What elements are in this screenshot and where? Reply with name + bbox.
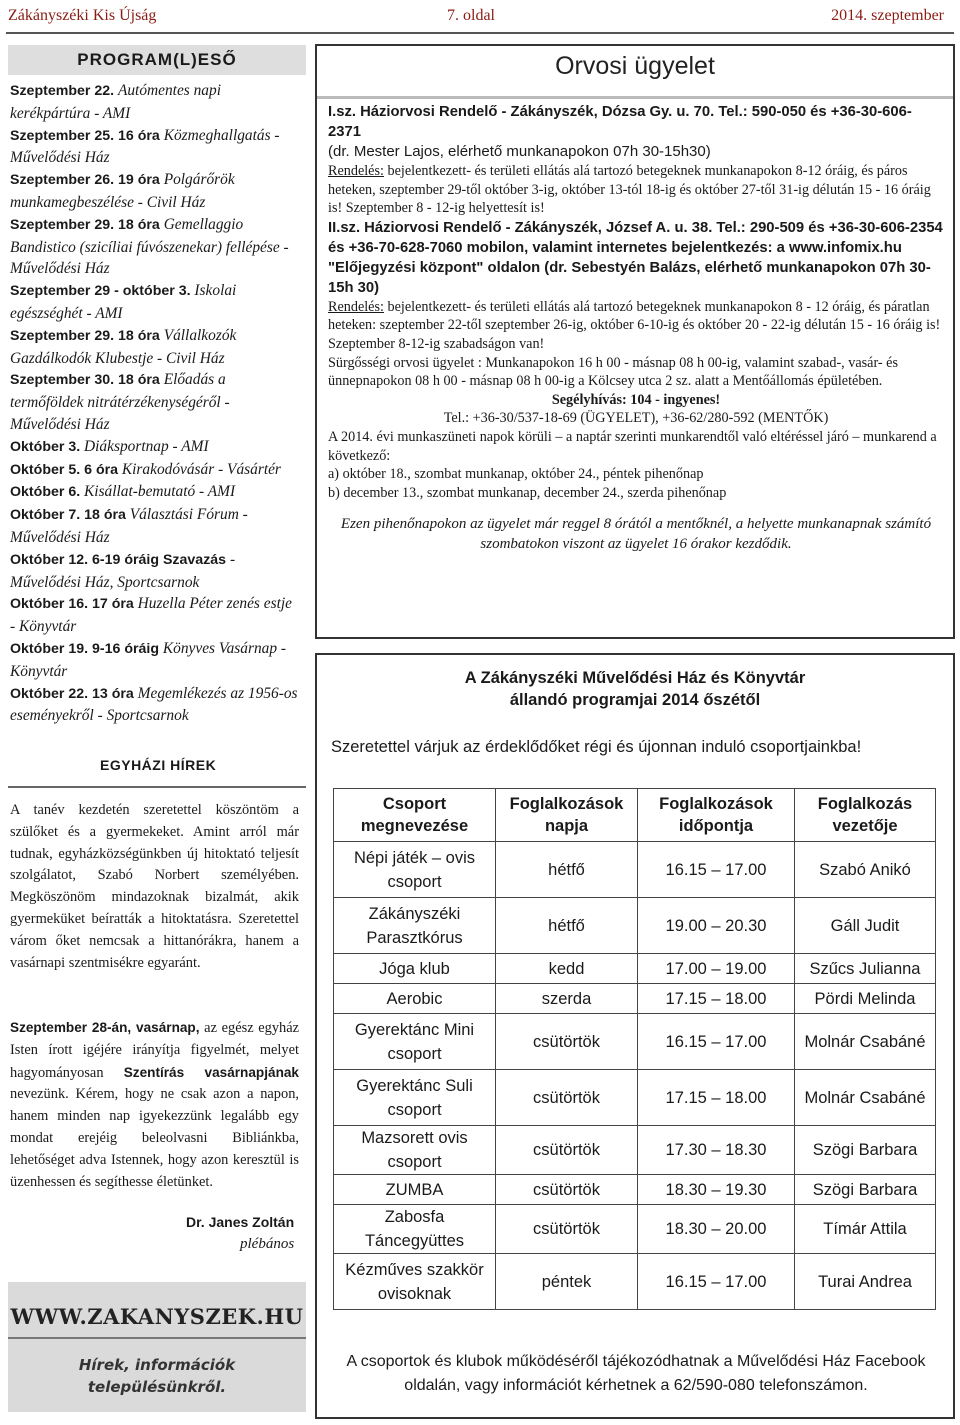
table-cell: csütörtök xyxy=(496,1126,638,1175)
church-p2-date: Szeptember 28-án, vasárnap, xyxy=(10,1020,200,1035)
table-cell: Tímár Attila xyxy=(795,1205,936,1254)
culture-title-line-1: A Zákányszéki Művelődési Ház és Könyvtár xyxy=(464,669,806,687)
program-item-date: Október 16. 17 óra xyxy=(10,596,134,613)
program-item xyxy=(10,214,300,280)
program-item xyxy=(10,325,300,370)
doctor-box-body xyxy=(328,102,944,554)
table-row xyxy=(334,1205,936,1254)
column-header: Foglalkozások napja xyxy=(496,789,638,842)
table-cell: 16.15 – 17.00 xyxy=(638,1014,795,1070)
table-cell: Zákányszéki Parasztkórus xyxy=(334,898,496,954)
table-cell: Pördi Melinda xyxy=(795,984,936,1014)
culture-house-box xyxy=(315,653,955,1419)
table-cell: csütörtök xyxy=(496,1014,638,1070)
program-item-text: Vállalkozók Gazdálkodók Klubestje - Civil Ház xyxy=(10,326,237,367)
clinic-2-hours-text: bejelentkezett- és területi ellátás alá tartozó betegeknek munkanapokon 8 - 12 óráig, és páratlan heteken: szeptember 22-től szeptember 26-ig, október 6-10-ig és október 20 - 22-ig délután 15 - 16 óráig is! Szeptember 8-12-ig szabadságon van! xyxy=(328,298,941,352)
table-row xyxy=(334,954,936,984)
table-cell: 16.15 – 17.00 xyxy=(638,1254,795,1310)
program-item xyxy=(10,169,300,214)
table-cell: hétfő xyxy=(496,842,638,898)
emergency-number: Segélyhívás: 104 - ingyenes! xyxy=(551,391,721,408)
table-cell: 17.15 – 18.00 xyxy=(638,984,795,1014)
table-row xyxy=(334,1126,936,1175)
newspaper-name: Zákányszéki Kis Újság xyxy=(8,7,157,24)
signature-role: plébános xyxy=(240,1236,295,1252)
table-row xyxy=(334,984,936,1014)
holiday-text: A 2014. évi munkaszüneti napok körüli – a naptár szerinti munkarendtől való eltéréssel járó – munkarend a következő: xyxy=(328,428,937,464)
website-box xyxy=(8,1282,306,1412)
clinic-2-address: II.sz. Háziorvosi Rendelő - Zákányszék, József A. u. 38. Tel.: 290-509 és +36-30-606-2354 és +36-70-628-7060 mobilon, valamint internetes bejelentkezés: a www.infomix.hu "Előjegyzési központ" oldalon (dr. Sebestyén Balázs, elérhető munkanapokon 07h 30-15h 30) xyxy=(328,219,943,296)
program-item xyxy=(10,504,300,549)
table-cell: Szögi Barbara xyxy=(795,1175,936,1205)
table-cell: Kézműves szakkör ovisoknak xyxy=(334,1254,496,1310)
table-cell: péntek xyxy=(496,1254,638,1310)
table-cell: Gyerektánc Mini csoport xyxy=(334,1014,496,1070)
table-cell: Gyerektánc Suli csoport xyxy=(334,1070,496,1126)
program-list xyxy=(10,80,300,727)
program-item xyxy=(10,549,300,594)
church-p2-end: nevezünk. Kérem, hogy ne csak azon a napon, hanem minden nap igyekezzünk legalább egy mondat erejéig beleolvasni Bibliánkba, lehetőséget adva Istennek, hogy azon keresztül is üzenhessen és segíthesse életünket. xyxy=(10,1086,299,1190)
program-item-text: Polgárőrök munkamegbeszélése - Civil Ház xyxy=(10,171,235,211)
program-item-text: Közmeghallgatás - Művelődési Ház xyxy=(10,126,280,167)
program-item-text: Diáksportnap - AMI xyxy=(84,437,209,455)
table-cell: Turai Andrea xyxy=(795,1254,936,1310)
table-cell: 16.15 – 17.00 xyxy=(638,842,795,898)
table-cell: Gáll Judit xyxy=(795,898,936,954)
program-item-date: Október 7. 18 óra xyxy=(10,507,126,524)
table-cell: kedd xyxy=(496,954,638,984)
program-item-date: Szeptember 29. 18 óra xyxy=(10,216,160,233)
program-item xyxy=(10,683,300,728)
program-item-text: Gemellaggio Bandistico (szicíliai fúvószenekar) fellépése - Művelődési Ház xyxy=(10,215,289,278)
table-cell: Molnár Csabáné xyxy=(795,1014,936,1070)
program-item-text: Megemlékezés az 1956-os eseményekről - Sportcsarnok xyxy=(10,684,298,725)
culture-welcome: Szeretettel várjuk az érdeklődőket régi és újonnan induló csoportjainkba! xyxy=(331,738,862,756)
holiday-a: a) október 18., szombat munkanap, október 24., péntek pihenőnap xyxy=(328,466,704,483)
column-header: Csoport megnevezése xyxy=(334,789,496,842)
program-item xyxy=(10,125,300,170)
table-cell: csütörtök xyxy=(496,1070,638,1126)
church-paragraph-2 xyxy=(10,1017,299,1193)
website-url[interactable]: WWW.ZAKANYSZEK.HU xyxy=(10,1304,304,1329)
program-item-text: Autómentes napi kerékpártúra - AMI xyxy=(10,82,221,122)
culture-title xyxy=(317,667,953,711)
culture-title-line-2: állandó programjai 2014 őszétől xyxy=(509,691,761,709)
clinic-1-hours xyxy=(328,162,944,218)
program-item-date: Október 22. 13 óra xyxy=(10,685,134,702)
table-cell: szerda xyxy=(496,984,638,1014)
program-item-date: Szeptember 30. 18 óra xyxy=(10,372,160,389)
table-cell: 17.15 – 18.00 xyxy=(638,1070,795,1126)
website-tagline-2: településünkről. xyxy=(87,1378,227,1396)
table-row xyxy=(334,1175,936,1205)
table-cell: csütörtök xyxy=(496,1175,638,1205)
clinic-2-hours xyxy=(328,298,944,354)
program-item xyxy=(10,638,300,683)
doctor-box-rule xyxy=(317,96,953,99)
program-item-text: - Művelődési Ház, Sportcsarnok xyxy=(10,550,236,591)
program-item xyxy=(10,459,300,482)
program-item-date: Október 19. 9-16 óráig xyxy=(10,640,160,657)
program-item-date: Október 6. xyxy=(10,484,81,501)
table-cell: Népi játék – ovis csoport xyxy=(334,842,496,898)
program-title: PROGRAM(L)ESŐ xyxy=(8,45,306,75)
table-cell: 18.30 – 20.00 xyxy=(638,1205,795,1254)
program-item-date: Szeptember 25. 16 óra xyxy=(10,127,160,144)
doctor-box-title: Orvosi ügyelet xyxy=(555,52,715,80)
program-item-text: Választási Fórum - Művelődési Ház xyxy=(10,506,248,546)
table-cell: Szabó Anikó xyxy=(795,842,936,898)
table-cell: Aerobic xyxy=(334,984,496,1014)
church-paragraph-1: A tanév kezdetén szeretettel köszöntöm a szülőket és a gyermekeket. Amint arról már tudnak, egyházközségünkben új hitoktató teljesít szolgálatot, Szabó Norbert személyében. Megköszönöm mindazoknak bizalmát, akik gyermeküket beíratták a hitoktatásra. Szeretettel várom őket nemcsak a hittanórákra, hanem a vasárnapi szentmisékre egyaránt. xyxy=(10,802,299,971)
website-tagline xyxy=(8,1354,306,1398)
holiday-b: b) december 13., szombat munkanap, december 24., szerda pihenőnap xyxy=(328,484,727,501)
page-number: 7. oldal xyxy=(447,7,495,24)
table-cell: 18.30 – 19.30 xyxy=(638,1175,795,1205)
table-header-row xyxy=(334,789,936,842)
program-item-text: Huzella Péter zenés estje - Könyvtár xyxy=(10,595,292,636)
doctor-on-call-box xyxy=(315,44,955,639)
table-cell: 17.30 – 18.30 xyxy=(638,1126,795,1175)
table-cell: Szögi Barbara xyxy=(795,1126,936,1175)
program-item xyxy=(10,80,300,125)
table-row xyxy=(334,842,936,898)
program-item-text: Kisállat-bemutató - AMI xyxy=(84,483,236,501)
church-p2-sunday: Szentírás vasárnapjának xyxy=(123,1064,299,1080)
table-cell: Zabosfa Táncegyüttes xyxy=(334,1205,496,1254)
signature-name: Dr. Janes Zoltán xyxy=(186,1214,295,1230)
table-row xyxy=(334,1014,936,1070)
clinic-2-hours-label: Rendelés: xyxy=(328,298,384,315)
column-header: Foglalkozás vezetője xyxy=(795,789,936,842)
program-item-date: Szeptember 29 - október 3. xyxy=(10,283,191,300)
program-item-date: Szeptember 26. 19 óra xyxy=(10,172,160,189)
issue-date: 2014. szeptember xyxy=(831,7,944,24)
table-cell: hétfő xyxy=(496,898,638,954)
clinic-1-hours-text: bejelentkezett- és területi ellátás alá tartozó betegeknek munkanapokon 8-12 óráig, és páros heteken, szeptember 29-től október 3-ig, október 13-tól 18-ig és október 27-től 31-ig délután 15 - 16 óráig is! Szeptember 8 - 12-ig helyettesít is! xyxy=(328,163,931,217)
clinic-1-hours-label: Rendelés: xyxy=(328,163,384,179)
program-item xyxy=(10,369,300,435)
program-item-date: Szeptember 22. xyxy=(10,83,115,99)
program-item xyxy=(10,593,300,638)
table-cell: csütörtök xyxy=(496,1205,638,1254)
program-item-date: Október 5. 6 óra xyxy=(10,461,119,478)
table-cell: Mazsorett ovis csoport xyxy=(334,1126,496,1175)
column-header: Foglalkozások időpontja xyxy=(638,789,795,842)
program-item-text: Előadás a termőföldek nitrátérzékenységéről - Művelődési Ház xyxy=(10,371,230,433)
church-news-rule xyxy=(8,786,306,788)
header-rule xyxy=(6,32,954,34)
program-item xyxy=(10,436,300,459)
clinic-1-doctor: (dr. Mester Lajos, elérhető munkanapokon 07h 30-15h30) xyxy=(328,143,711,160)
table-cell: Jóga klub xyxy=(334,954,496,984)
table-row xyxy=(334,1070,936,1126)
program-item xyxy=(10,481,300,504)
program-item-date: Szeptember 29. 18 óra xyxy=(10,327,160,344)
program-table xyxy=(333,788,936,1310)
culture-footer-note: A csoportok és klubok működéséről tájékozódhatnak a Művelődési Ház Facebook oldalán, vagy információt kérhetnek a 62/590-080 telefonszámon. xyxy=(346,1353,926,1394)
table-row xyxy=(334,1254,936,1310)
table-cell: Szűcs Julianna xyxy=(795,954,936,984)
program-item xyxy=(10,280,300,325)
table-cell: ZUMBA xyxy=(334,1175,496,1205)
clinic-1-address: I.sz. Háziorvosi Rendelő - Zákányszék, Dózsa Gy. u. 70. Tel.: 590-050 és +36-30-606-2371 xyxy=(328,104,912,140)
table-cell: 19.00 – 20.30 xyxy=(638,898,795,954)
table-row xyxy=(334,898,936,954)
table-cell: Molnár Csabáné xyxy=(795,1070,936,1126)
program-item-text: Könyves Vasárnap - Könyvtár xyxy=(10,639,286,680)
program-item-text: Kirakodóvásár - Vásártér xyxy=(121,460,281,478)
program-item-date: Október 3. xyxy=(10,438,81,455)
on-call-phones: Tel.: +36-30/537-18-69 (ÜGYELET), +36-62/280-592 (MENTŐK) xyxy=(443,410,829,427)
table-cell: 17.00 – 19.00 xyxy=(638,954,795,984)
page-header xyxy=(0,0,960,34)
website-tagline-1: Hírek, információk xyxy=(78,1356,236,1374)
program-item-text: Iskolai egészséghét - AMI xyxy=(10,282,237,322)
holiday-note: Ezen pihenőnapokon az ügyelet már reggel 8 órától a mentőknél, a helyette munkanapnak számító szombatokon viszont az ügyelet 16 órakor kezdődik. xyxy=(340,516,932,553)
church-news-title: EGYHÁZI HÍREK xyxy=(100,757,217,773)
urgent-care-text: Sürgősségi orvosi ügyelet : Munkanapokon 16 h 00 - másnap 08 h 00-ig, valamint szabad-, vasár- és ünnepnapokon 08 h 00 - másnap 08 h 00-ig a Kölcsey utca 2 sz. alatt a Mentőállomás épületében. xyxy=(328,354,899,390)
program-item-date: Október 12. 6-19 óráig Szavazás xyxy=(10,551,227,568)
church-p2-mid: az egész egyház Isten írott igéjére irányítja figyelmét, melyet hagyományosan xyxy=(10,1020,299,1081)
website-rule xyxy=(8,1337,306,1339)
